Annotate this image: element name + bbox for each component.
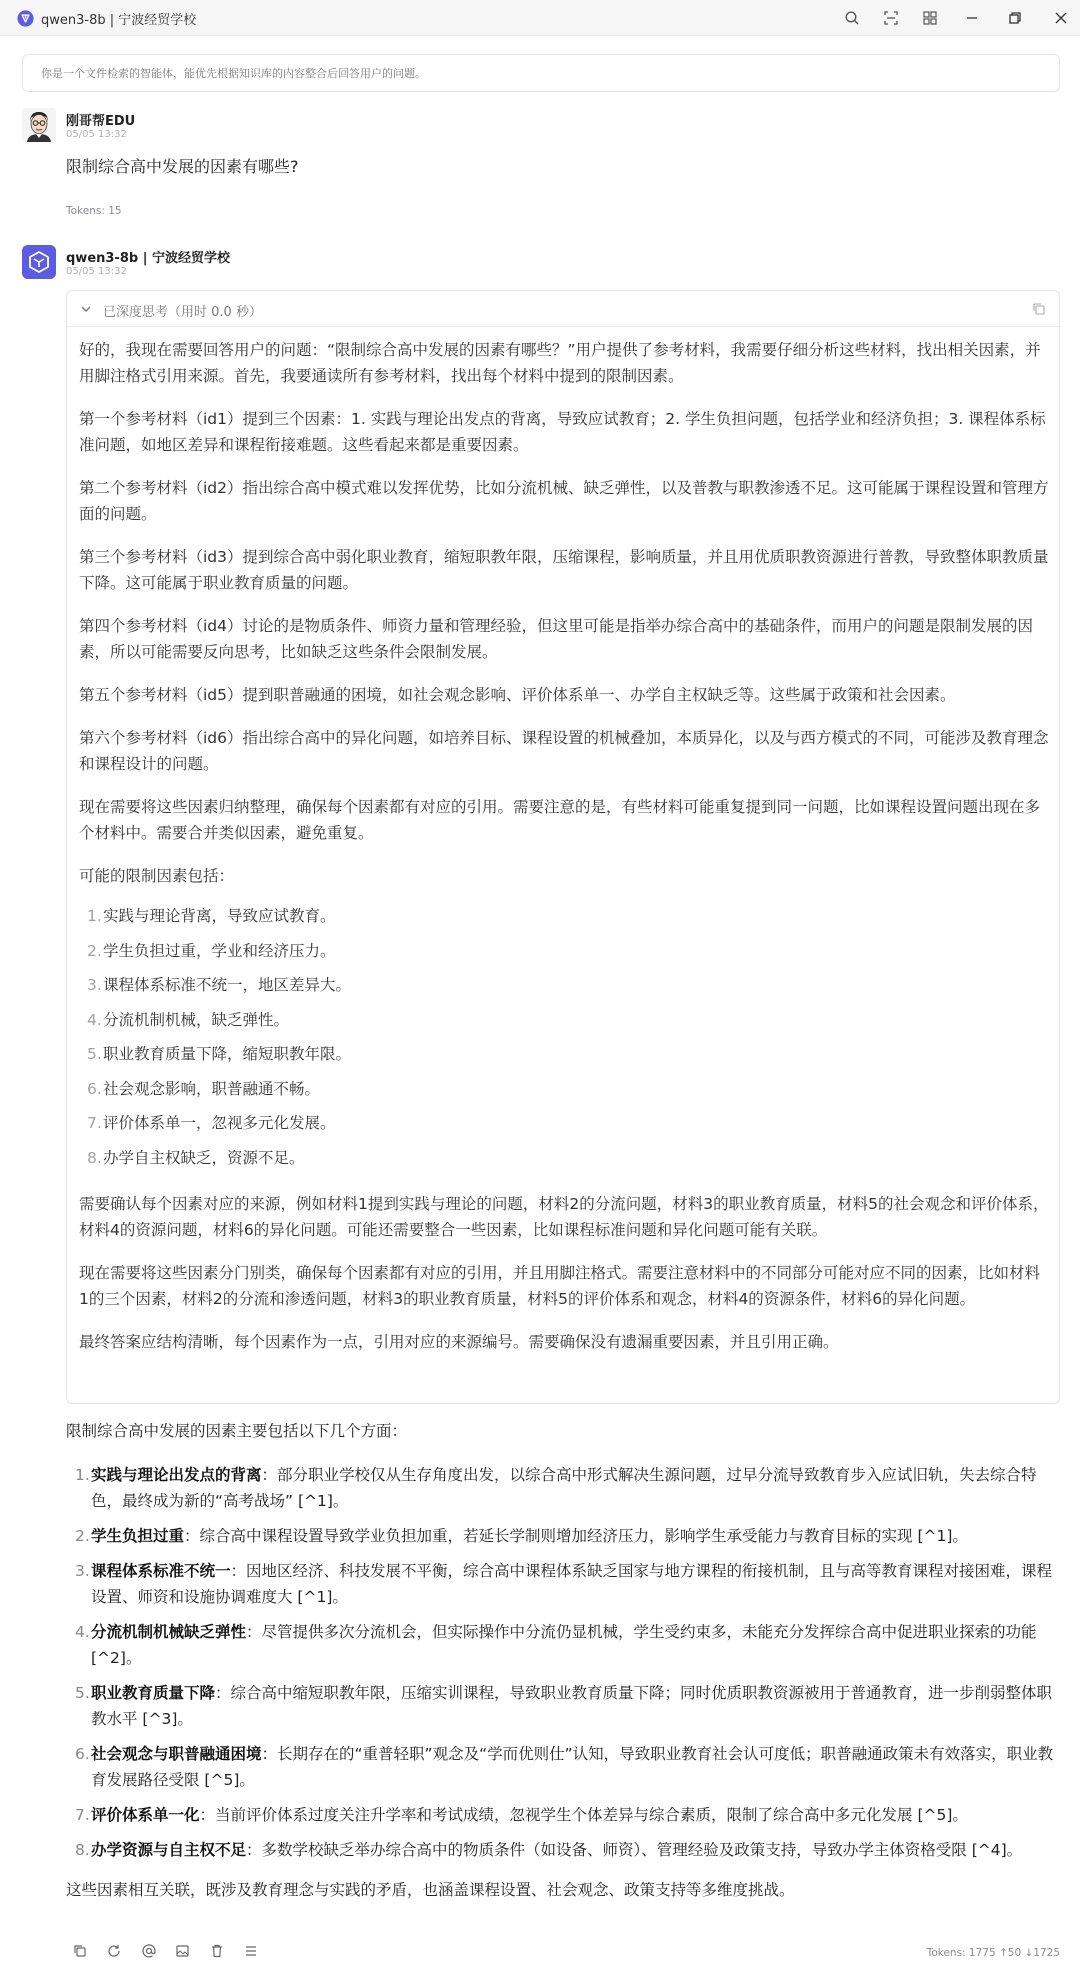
list-item: 6.社会观念影响，职普融通不畅。 bbox=[87, 1079, 321, 1098]
scan-icon[interactable] bbox=[881, 8, 901, 28]
thinking-paragraph: 第一个参考材料（id1）提到三个因素：1. 实践与理论出发点的背离，导致应试教育；2. 学生负担问题，包括学业和经济负担；3. 课程体系标准问题，如地区差异和课程衔接难题。这些看起来都是重要因素。 bbox=[79, 410, 1046, 454]
thinking-header[interactable] bbox=[67, 291, 1059, 327]
thinking-paragraph: 第六个参考材料（id6）指出综合高中的异化问题，如培养目标、课程设置的机械叠加，本质异化，以及与西方模式的不同，可能涉及教育理念和课程设计的问题。 bbox=[79, 729, 1049, 773]
assistant-avatar bbox=[22, 245, 56, 279]
answer-factor-list bbox=[66, 1462, 1066, 1863]
answer-intro: 限制综合高中发展的因素主要包括以下几个方面： bbox=[66, 1422, 408, 1440]
restore-icon[interactable] bbox=[1005, 8, 1025, 28]
list-item: 3.课程体系标准不统一，地区差异大。 bbox=[87, 976, 352, 994]
thinking-paragraph: 需要确认每个因素对应的来源，例如材料1提到实践与理论的问题，材料2的分流问题，材料3的职业教育质量，材料5的社会观念和评价体系，材料4的资源问题，材料6的异化问题。可能还需要整合一些因素，比如课程标准问题和异化问题可能有关联。 bbox=[79, 1195, 1049, 1239]
list-item: 6. 社会观念与职普融通困境：长期存在的“重普轻职”观念及“学而优则仕”认知，导致职业教育社会认可度低；职普融通政策未有效落实，职业教育发展路径受限 [^5]。 bbox=[75, 1745, 1054, 1789]
thinking-paragraph: 第四个参考材料（id4）讨论的是物质条件、师资力量和管理经验，但这里可能是指举办综合高中的基础条件，而用户的问题是限制发展的因素，所以可能需要反向思考，比如缺乏这些条件会限制发展。 bbox=[79, 617, 1034, 661]
delete-icon[interactable] bbox=[208, 1942, 226, 1960]
thinking-paragraph: 可能的限制因素包括： bbox=[79, 867, 235, 885]
assistant-name: qwen3-8b | 宁波经贸学校 bbox=[66, 251, 230, 266]
list-item: 2.学生负担过重，学业和经济压力。 bbox=[87, 941, 336, 960]
thinking-body bbox=[79, 337, 1049, 1372]
thinking-title: 已深度思考（用时 0.0 秒） bbox=[103, 305, 262, 320]
user-message-tokens: Tokens: 15 bbox=[66, 205, 122, 217]
list-item: 1.实践与理论背离，导致应试教育。 bbox=[87, 907, 336, 925]
list-item: 7.评价体系单一，忽视多元化发展。 bbox=[87, 1114, 336, 1132]
window-title: qwen3-8b | 宁波经贸学校 bbox=[41, 13, 197, 28]
title-bar bbox=[0, 0, 1080, 36]
user-message-text: 限制综合高中发展的因素有哪些? bbox=[66, 157, 299, 176]
list-item: 8.办学自主权缺乏，资源不足。 bbox=[87, 1148, 305, 1167]
thinking-paragraph: 第二个参考材料（id2）指出综合高中模式难以发挥优势，比如分流机械、缺乏弹性，以及普教与职教渗透不足。这可能属于课程设置和管理方面的问题。 bbox=[79, 479, 1049, 523]
menu-icon[interactable] bbox=[242, 1942, 260, 1960]
list-item: 3. 课程体系标准不统一：因地区经济、科技发展不平衡，综合高中课程体系缺乏国家与地方课程的衔接机制，且与高等教育课程对接困难，课程设置、师资和设施协调难度大 [^1]。 bbox=[75, 1562, 1053, 1606]
close-icon[interactable] bbox=[1051, 8, 1071, 28]
assistant-answer bbox=[66, 1418, 1066, 1903]
user-avatar bbox=[22, 108, 56, 142]
chevron-down-icon[interactable] bbox=[79, 302, 93, 316]
minimize-icon[interactable] bbox=[962, 8, 982, 28]
list-item: 7. 评价体系单一化：当前评价体系过度关注升学率和考试成绩，忽视学生个体差异与综合素质，限制了综合高中多元化发展 [^5]。 bbox=[75, 1806, 968, 1824]
list-item: 8. 办学资源与自主权不足：多数学校缺乏举办综合高中的物质条件（如设备、师资）、管理经验及政策支持，导致办学主体资格受限 [^4]。 bbox=[75, 1841, 1023, 1859]
assistant-message-time: 05/05 13:32 bbox=[66, 266, 127, 277]
answer-outro: 这些因素相互关联，既涉及教育理念与实践的矛盾，也涵盖课程设置、社会观念、政策支持等多维度挑战。 bbox=[66, 1881, 795, 1899]
copy-thinking-icon[interactable] bbox=[1031, 301, 1047, 317]
user-name: 刚哥帮EDU bbox=[66, 114, 136, 129]
user-message-time: 05/05 13:32 bbox=[66, 129, 127, 140]
list-item: 5. 职业教育质量下降：综合高中缩短职教年限，压缩实训课程，导致职业教育质量下降；同时优质职教资源被用于普通教育，进一步削弱整体职教水平 [^3]。 bbox=[75, 1684, 1053, 1728]
list-item: 5.职业教育质量下降，缩短职教年限。 bbox=[87, 1045, 352, 1063]
thinking-paragraph: 第五个参考材料（id5）提到职普融通的困境，如社会观念影响、评价体系单一、办学自主权缺乏等。这些属于政策和社会因素。 bbox=[79, 686, 956, 704]
thinking-paragraph: 现在需要将这些因素归纳整理，确保每个因素都有对应的引用。需要注意的是，有些材料可能重复提到同一问题，比如课程设置问题出现在多个材料中。需要合并类似因素，避免重复。 bbox=[79, 798, 1041, 842]
system-prompt[interactable]: 你是一个文件检索的智能体，能优先根据知识库的内容整合后回答用户的问题。 bbox=[22, 54, 1060, 92]
search-icon[interactable] bbox=[842, 8, 862, 28]
thinking-paragraph: 第三个参考材料（id3）提到综合高中弱化职业教育，缩短职教年限，压缩课程，影响质量，并且用优质职教资源进行普教，导致整体职教质量下降。这可能属于职业教育质量的问题。 bbox=[79, 548, 1049, 592]
regenerate-icon[interactable] bbox=[105, 1942, 123, 1960]
image-edit-icon[interactable] bbox=[174, 1942, 192, 1960]
thinking-paragraph: 最终答案应结构清晰，每个因素作为一点，引用对应的来源编号。需要确保没有遗漏重要因素，并且引用正确。 bbox=[79, 1333, 839, 1351]
mention-icon[interactable] bbox=[140, 1942, 158, 1960]
list-item: 4. 分流机制机械缺乏弹性：尽管提供多次分流机会，但实际操作中分流仍显机械，学生受约束多，未能充分发挥综合高中促进职业探索的功能 [^2]。 bbox=[75, 1623, 1037, 1667]
thinking-panel bbox=[66, 290, 1060, 1404]
thinking-factor-list bbox=[87, 903, 1049, 1179]
list-item: 4.分流机制机械，缺乏弹性。 bbox=[87, 1010, 290, 1029]
list-item: 2. 学生负担过重：综合高中课程设置导致学业负担加重，若延长学制则增加经济压力，影响学生承受能力与教育目标的实现 [^1]。 bbox=[75, 1527, 968, 1545]
thinking-paragraph: 现在需要将这些因素分门别类，确保每个因素都有对应的引用，并且用脚注格式。需要注意材料中的不同部分可能对应不同的因素，比如材料1的三个因素，材料2的分流和渗透问题，材料3的职业教育质量，材料5的评价体系和观念，材料4的资源条件，材料6的异化问题。 bbox=[79, 1264, 1041, 1308]
assistant-message-tokens: Tokens: 1775 ↑50 ↓1725 bbox=[926, 1947, 1060, 1959]
copy-icon[interactable] bbox=[71, 1942, 89, 1960]
thinking-paragraph: 好的，我现在需要回答用户的问题：“限制综合高中发展的因素有哪些？”用户提供了参考材料，我需要仔细分析这些材料，找出相关因素，并用脚注格式引用来源。首先，我要通读所有参考材料，找出每个材料中提到的限制因素。 bbox=[79, 341, 1041, 385]
list-item: 1. 实践与理论出发点的背离：部分职业学校仅从生存角度出发，以综合高中形式解决生源问题，过早分流导致教育步入应试旧轨，失去综合特色，最终成为新的“高考战场” [^1]。 bbox=[75, 1466, 1037, 1510]
app-logo-icon bbox=[17, 10, 34, 27]
grid-icon[interactable] bbox=[920, 8, 940, 28]
